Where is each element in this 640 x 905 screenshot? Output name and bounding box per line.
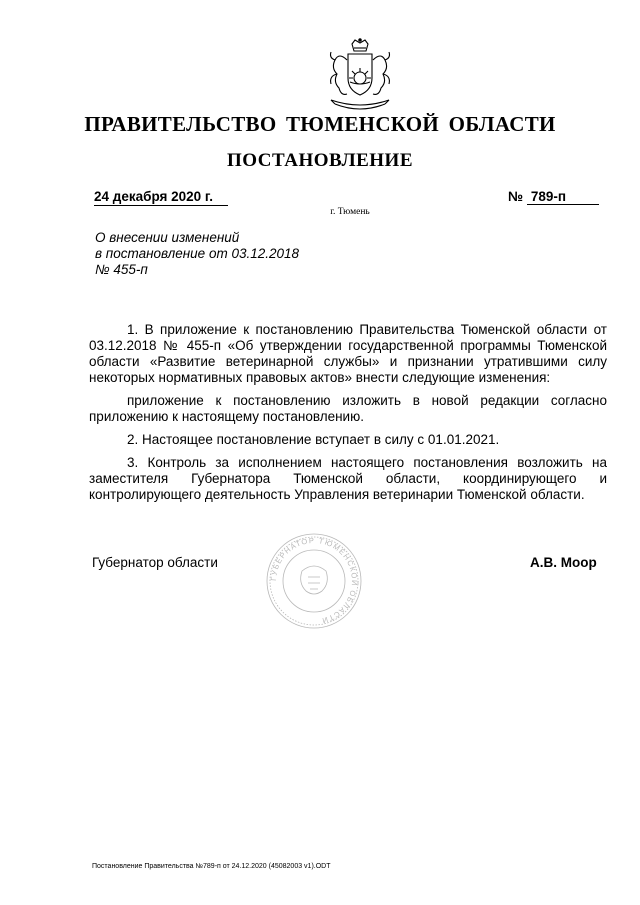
document-number xyxy=(508,189,599,205)
document-date: 24 декабря 2020 г. xyxy=(94,189,228,206)
subject-block xyxy=(95,230,299,278)
document-type-heading: ПОСТАНОВЛЕНИЕ xyxy=(226,150,414,171)
subject-line: О внесении изменений xyxy=(95,230,240,245)
body-paragraph: приложение к постановлению изложить в новой редакции согласно приложению к настоящему постановлению. xyxy=(89,393,607,424)
number-value: 789-п xyxy=(527,189,599,205)
signer-role: Губернатор области xyxy=(92,555,218,570)
subject-line: в постановление от 03.12.2018 xyxy=(95,246,300,261)
body-paragraph: 1. В приложение к постановлению Правительства Тюменской области от 03.12.2018 № 455-п «Об утверждении государственной программы Тюменской области «Развитие ветеринарной службы» и признании утратившими силу некоторых нормативных правовых актов» внести следующие изменения: xyxy=(89,322,607,385)
seal-inscription: ГУБЕРНАТОР ТЮМЕНСКОЙ ОБЛАСТИ xyxy=(268,535,360,626)
city-label: г. Тюмень xyxy=(330,207,370,217)
government-title: ПРАВИТЕЛЬСТВО ТЮМЕНСКОЙ ОБЛАСТИ xyxy=(84,112,556,136)
body-paragraph: 3. Контроль за исполнением настоящего постановления возложить на заместителя Губернатора Тюменской области, координирующего и контролирующего деятельность Управления ветеринарии Тюменской области. xyxy=(89,455,607,502)
signer-name: А.В. Моор xyxy=(530,555,597,570)
footer-filename: Постановление Правительства №789-п от 24.12.2020 (45082003 v1).ODT xyxy=(92,863,331,870)
subject-line: № 455-п xyxy=(95,262,148,277)
body-paragraph: 2. Настоящее постановление вступает в силу с 01.01.2021. xyxy=(127,432,500,447)
document-body xyxy=(89,322,607,510)
official-seal xyxy=(264,531,364,631)
coat-of-arms-emblem xyxy=(317,38,403,114)
number-sign: № xyxy=(508,189,524,204)
